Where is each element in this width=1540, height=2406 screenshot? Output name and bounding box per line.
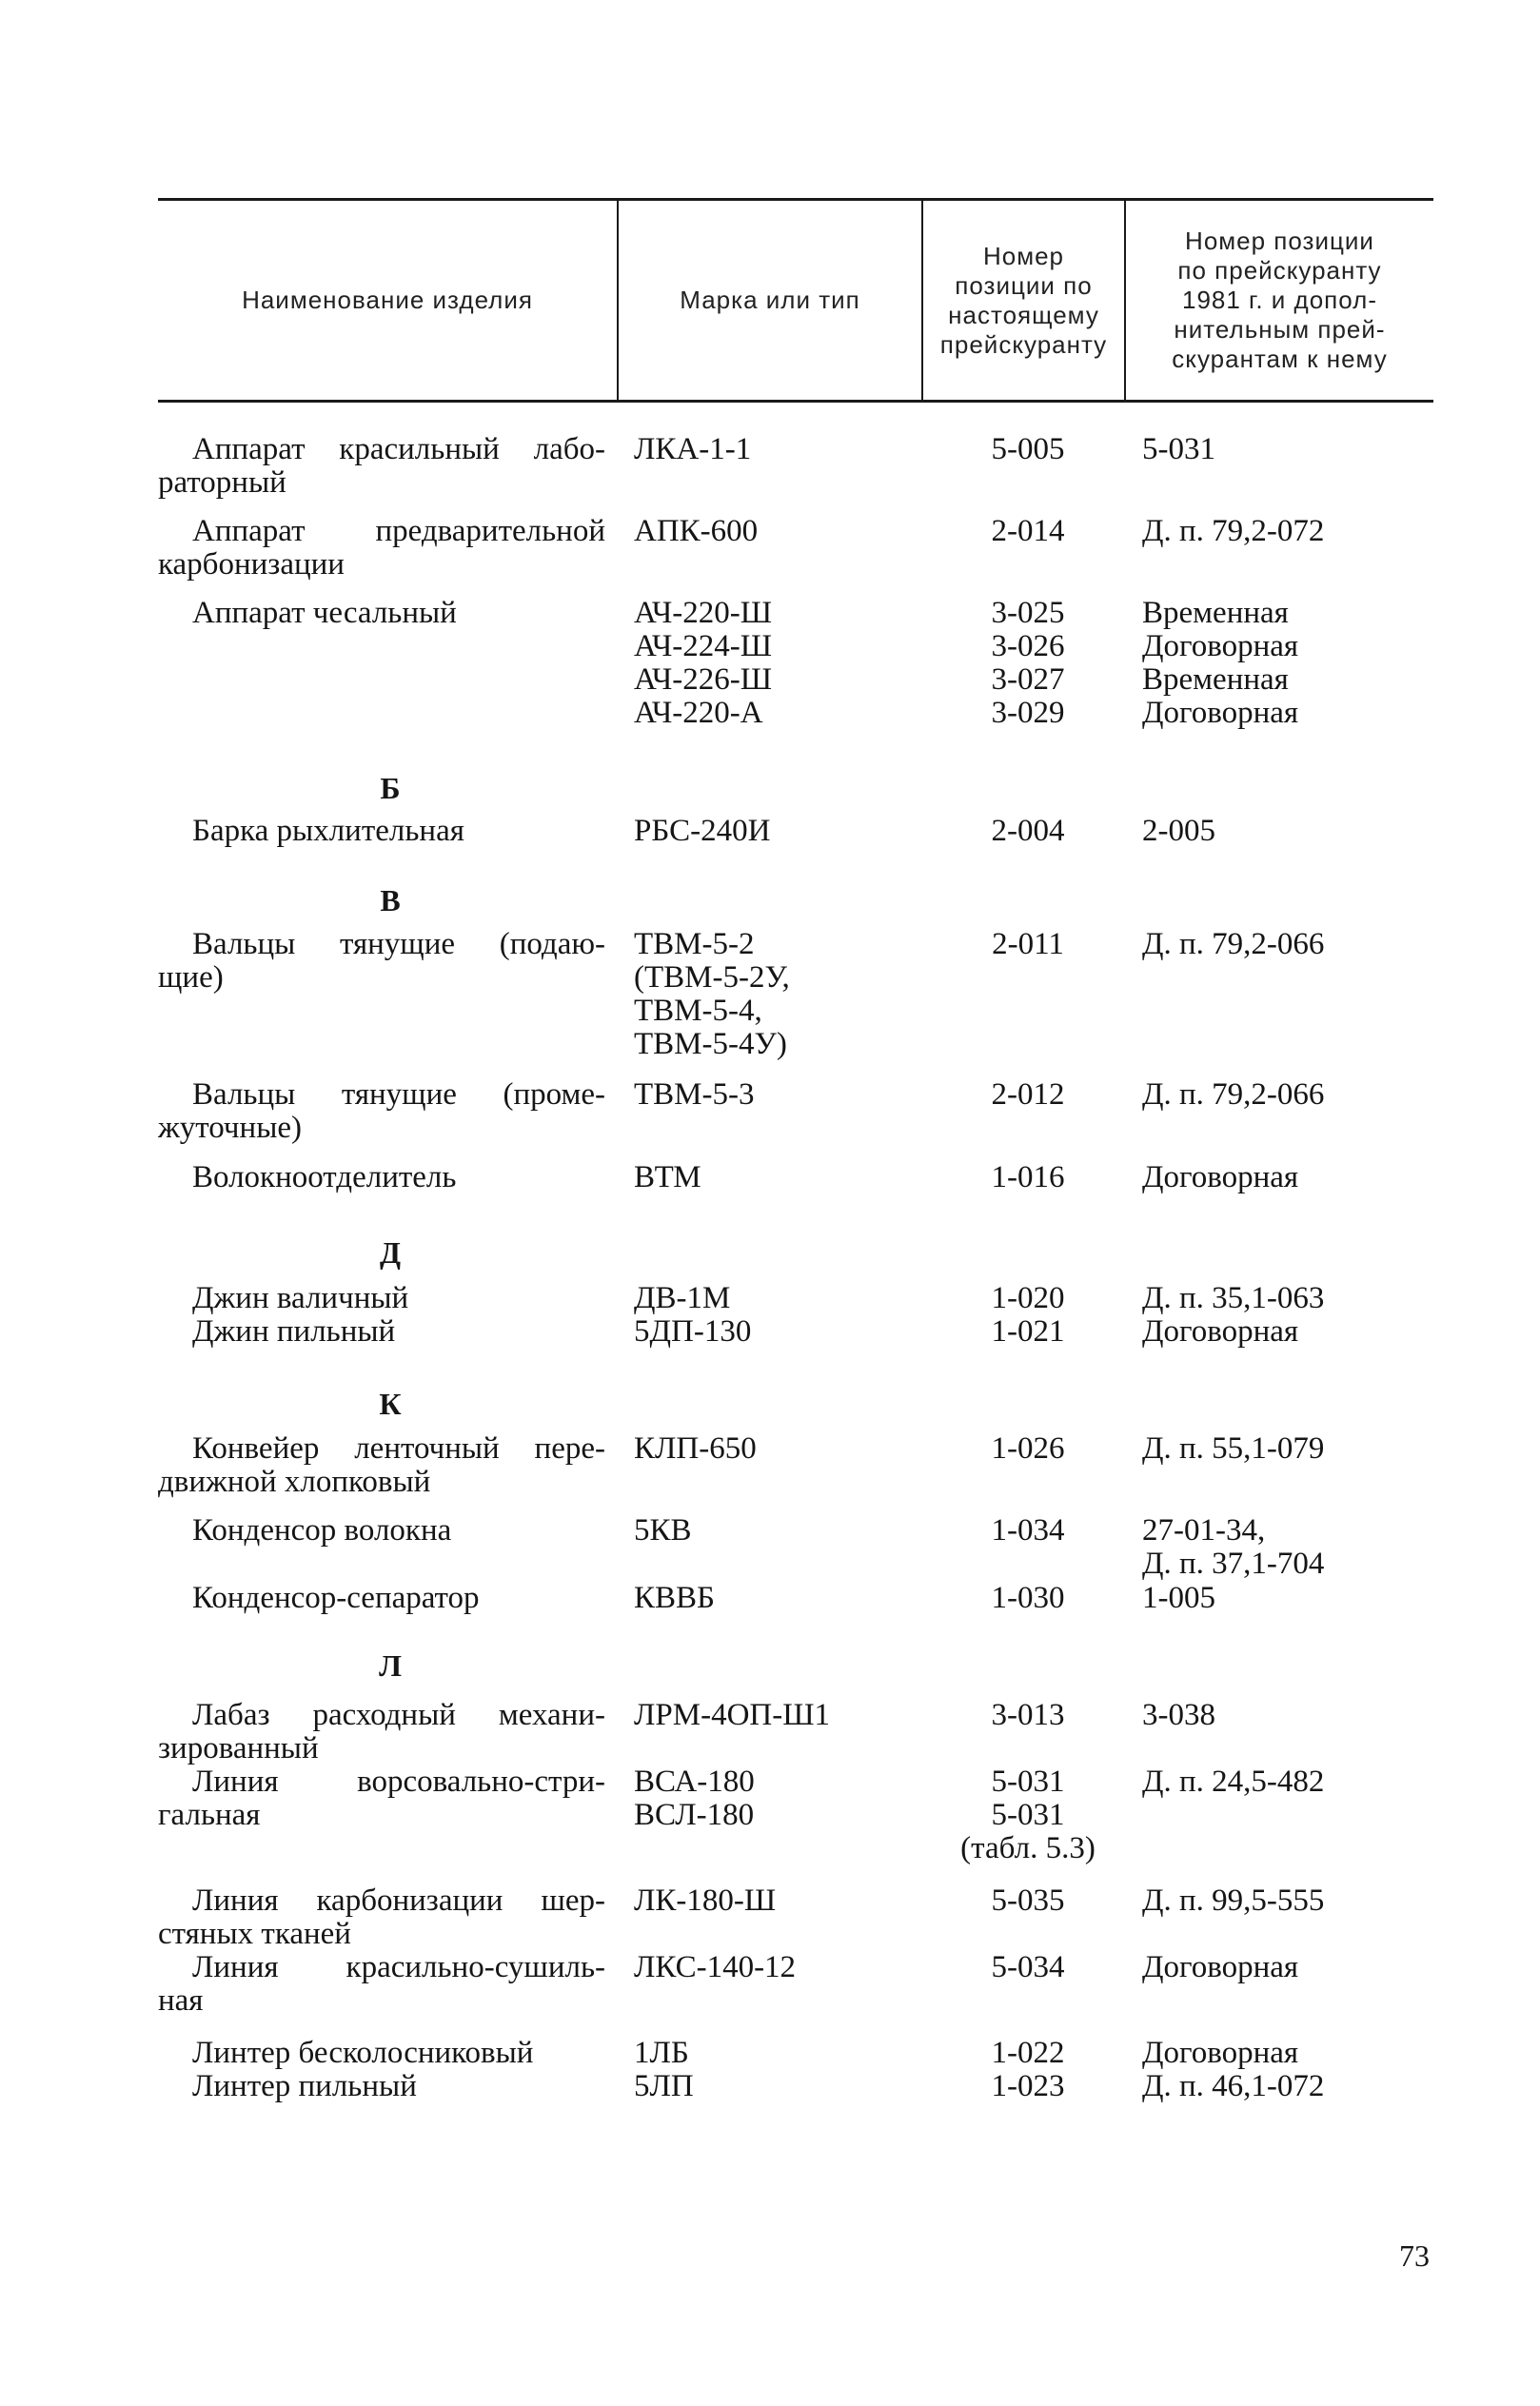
header-col-prev-line: Номер позиции [1185,227,1374,255]
item-mark [634,433,919,466]
item-name-line: Линия красильно-сушиль- [192,1950,605,1984]
item-mark [634,1078,919,1112]
item-name [158,928,605,995]
item-name-line: Аппарат красильный лабо- [192,432,605,466]
item-name [158,1884,605,1951]
item-position-line: 1-021 [991,1314,1065,1349]
item-position [942,1514,1114,1548]
item-position [942,1282,1114,1315]
item-prev-position [1142,2037,1456,2070]
item-position-line: 2-012 [991,1077,1065,1112]
item-mark [634,1161,919,1194]
item-name [158,1078,605,1145]
item-position [942,1078,1114,1112]
item-prev-position-line: Д. п. 79,2-066 [1142,1077,1325,1112]
item-mark-line: АЧ-226-Ш [634,662,773,697]
item-name [158,2070,605,2103]
header-col-prev [1126,201,1433,400]
item-position-line: 3-013 [991,1698,1065,1732]
item-prev-position [1142,1884,1456,1918]
item-prev-position [1142,1951,1456,1984]
item-name [158,2037,605,2070]
item-name-line: Конденсор-сепаратор [192,1581,480,1615]
item-mark-line: ВТМ [634,1160,701,1194]
item-name-line: гальная [158,1798,261,1832]
item-mark [634,1951,919,1984]
item-name-line: движной хлопковый [158,1465,431,1499]
item-mark-line: 5ДП-130 [634,1314,752,1349]
item-position [942,1315,1114,1349]
header-col-name [158,201,617,400]
item-position-line: 1-030 [991,1581,1065,1615]
item-position-line: 3-029 [991,696,1065,730]
item-mark-line: ЛК-180-Ш [634,1883,777,1918]
item-position-line: 1-020 [991,1281,1065,1315]
item-mark-line: ТВМ-5-2 [634,927,755,961]
item-prev-position [1142,515,1456,548]
header-col-mark-text: Марка или тип [680,286,860,314]
item-mark [634,1514,919,1548]
header-col-mark [619,201,921,400]
item-prev-position-line: Д. п. 35,1-063 [1142,1281,1325,1315]
item-position-line: 1-023 [991,2069,1065,2103]
item-prev-position [1142,597,1456,730]
item-prev-position-line: 2-005 [1142,814,1215,848]
item-name-line: Барка рыхлительная [192,814,464,848]
header-col-prev-line: скурантам к нему [1172,345,1388,373]
section-letter: К [379,1387,402,1421]
item-position [942,928,1114,961]
item-prev-position [1142,1699,1456,1732]
item-prev-position-line: Д. п. 46,1-072 [1142,2069,1325,2103]
header-col-pos [923,201,1124,400]
item-name-line: Джин пильный [192,1314,396,1349]
item-prev-position-line: Договорная [1142,696,1299,730]
item-name [158,1951,605,2018]
item-prev-position-line: Д. п. 24,5-482 [1142,1765,1325,1799]
item-prev-position-line: Д. п. 55,1-079 [1142,1431,1325,1466]
item-mark [634,1282,919,1315]
item-mark [634,1432,919,1466]
item-mark-line: ТВМ-5-4У) [634,1027,787,1061]
item-position [942,597,1114,730]
item-prev-position-line: 27-01-34, [1142,1513,1266,1548]
item-name [158,1699,605,1765]
item-mark [634,597,919,730]
item-mark-line: 5КВ [634,1513,692,1548]
item-mark-line: ЛРМ-4ОП-Ш1 [634,1698,831,1732]
item-position-line: 5-031 [991,1798,1065,1832]
section-letter: Б [380,771,401,805]
item-prev-position-line: 3-038 [1142,1698,1215,1732]
item-mark-line: КВВБ [634,1581,715,1615]
item-name [158,433,605,500]
item-position [942,1951,1114,1984]
item-position-line: (табл. 5.3) [960,1831,1096,1865]
item-mark-line: (ТВМ-5-2У, [634,960,790,995]
item-name-line: раторный [158,465,286,500]
item-mark-line: АПК-600 [634,514,759,548]
header-col-prev-line: по прейскуранту [1177,256,1382,285]
item-position [942,815,1114,848]
section-letter: Л [379,1648,402,1683]
item-mark [634,1884,919,1918]
item-mark-line: АЧ-220-Ш [634,596,773,630]
item-position [942,1884,1114,1918]
item-name-line: Лабаз расходный механи- [192,1698,605,1732]
item-prev-position [1142,1282,1456,1315]
item-mark [634,1315,919,1349]
item-name-line: стяных тканей [158,1917,351,1951]
header-col-pos-line: Номер [982,241,1064,270]
item-prev-position-line: Договорная [1142,1314,1299,1349]
item-mark [634,1582,919,1615]
item-prev-position [1142,928,1456,961]
page-number: 73 [1399,2238,1430,2273]
item-prev-position-line: Д. п. 99,5-555 [1142,1883,1325,1918]
item-position-line: 3-025 [991,596,1065,630]
item-mark-line: ВСА-180 [634,1765,755,1799]
item-name-line: щие) [158,960,224,995]
header-col-prev-line: нительным прей- [1174,315,1386,344]
item-prev-position-line: Договорная [1142,629,1299,663]
item-position-line: 2-011 [992,927,1064,961]
item-position-line: 1-022 [991,2036,1065,2070]
item-name [158,1282,605,1315]
item-prev-position [1142,1315,1456,1349]
item-position-line: 1-016 [991,1160,1065,1194]
item-name-line: Линия карбонизации шер- [192,1883,605,1918]
item-position-line: 5-035 [991,1883,1065,1918]
item-prev-position [1142,1161,1456,1194]
item-prev-position [1142,433,1456,466]
item-name-line: Линия ворсовально-стри- [192,1765,605,1799]
item-position [942,433,1114,466]
item-position [942,1582,1114,1615]
item-position [942,1161,1114,1194]
item-prev-position-line: Д. п. 79,2-066 [1142,927,1325,961]
item-position [942,1432,1114,1466]
item-name [158,1514,605,1548]
item-position [942,1699,1114,1732]
item-prev-position-line: Договорная [1142,2036,1299,2070]
item-name-line: ная [158,1983,204,2018]
item-name-line: карбонизации [158,547,345,582]
item-prev-position-line: Д. п. 37,1-704 [1142,1547,1325,1581]
item-mark-line: 5ЛП [634,2069,694,2103]
item-mark [634,515,919,548]
item-name-line: Линтер пильный [192,2069,417,2103]
item-mark-line: АЧ-220-А [634,696,763,730]
item-position [942,2070,1114,2103]
item-name [158,815,605,848]
item-position-line: 1-026 [991,1431,1065,1466]
item-mark [634,815,919,848]
item-name-line: Вальцы тянущие (проме- [192,1077,605,1112]
header-col-prev-line: 1981 г. и допол- [1181,286,1377,314]
item-name-line: Линтер бесколосниковый [192,2036,534,2070]
item-position-line: 2-014 [991,514,1065,548]
item-prev-position [1142,815,1456,848]
item-prev-position [1142,1765,1456,1799]
table-header-bottom-rule [158,400,1433,403]
item-name [158,515,605,582]
item-mark [634,2070,919,2103]
item-position-line: 2-004 [991,814,1065,848]
item-name-line: Аппарат чесальный [192,596,457,630]
item-prev-position [1142,2070,1456,2103]
item-name [158,1315,605,1349]
item-position-line: 5-034 [991,1950,1065,1984]
item-mark-line: 1ЛБ [634,2036,689,2070]
item-name [158,1432,605,1499]
item-prev-position-line: Договорная [1142,1950,1299,1984]
header-col-pos-line: настоящему [948,300,1099,329]
item-prev-position [1142,1432,1456,1466]
item-mark [634,2037,919,2070]
item-mark-line: КЛП-650 [634,1431,757,1466]
item-position [942,1765,1114,1865]
item-mark-line: РБС-240И [634,814,771,848]
item-name-line: зированный [158,1731,319,1765]
item-position-line: 5-005 [991,432,1065,466]
item-name-line: жуточные) [158,1111,302,1145]
item-name-line: Конденсор волокна [192,1513,452,1548]
item-prev-position [1142,1514,1456,1581]
item-mark [634,1765,919,1832]
item-mark-line: ДВ-1М [634,1281,731,1315]
section-letter: В [380,883,401,917]
header-col-pos-line: прейскуранту [939,329,1108,359]
item-position-line: 5-031 [991,1765,1065,1799]
item-mark-line: ЛКА-1-1 [634,432,752,466]
item-name-line: Джин валичный [192,1281,409,1315]
item-mark [634,1699,919,1732]
item-prev-position [1142,1582,1456,1615]
item-prev-position-line: 5-031 [1142,432,1215,466]
section-letter: Д [379,1235,401,1270]
item-position-line: 1-034 [991,1513,1065,1548]
item-mark-line: ТВМ-5-4, [634,994,762,1028]
item-prev-position-line: Временная [1142,662,1289,697]
item-prev-position-line: Временная [1142,596,1289,630]
item-name-line: Конвейер ленточный пере- [192,1431,605,1466]
item-name [158,1161,605,1194]
item-mark [634,928,919,1061]
item-mark-line: ЛКС-140-12 [634,1950,797,1984]
item-prev-position-line: 1-005 [1142,1581,1215,1615]
item-mark-line: ВСЛ-180 [634,1798,755,1832]
item-name-line: Аппарат предварительной [192,514,605,548]
item-name-line: Волокноотделитель [192,1160,457,1194]
item-position [942,2037,1114,2070]
item-mark-line: АЧ-224-Ш [634,629,773,663]
header-col-name-text: Наименование изделия [242,286,533,314]
item-mark-line: ТВМ-5-3 [634,1077,755,1112]
item-prev-position-line: Д. п. 79,2-072 [1142,514,1325,548]
item-position-line: 3-026 [991,629,1065,663]
item-position-line: 3-027 [991,662,1065,697]
item-name [158,1765,605,1832]
item-name [158,1582,605,1615]
item-name [158,597,605,630]
item-prev-position-line: Договорная [1142,1160,1299,1194]
item-name-line: Вальцы тянущие (подаю- [192,927,605,961]
item-prev-position [1142,1078,1456,1112]
header-col-pos-line: позиции по [955,270,1093,300]
item-position [942,515,1114,548]
